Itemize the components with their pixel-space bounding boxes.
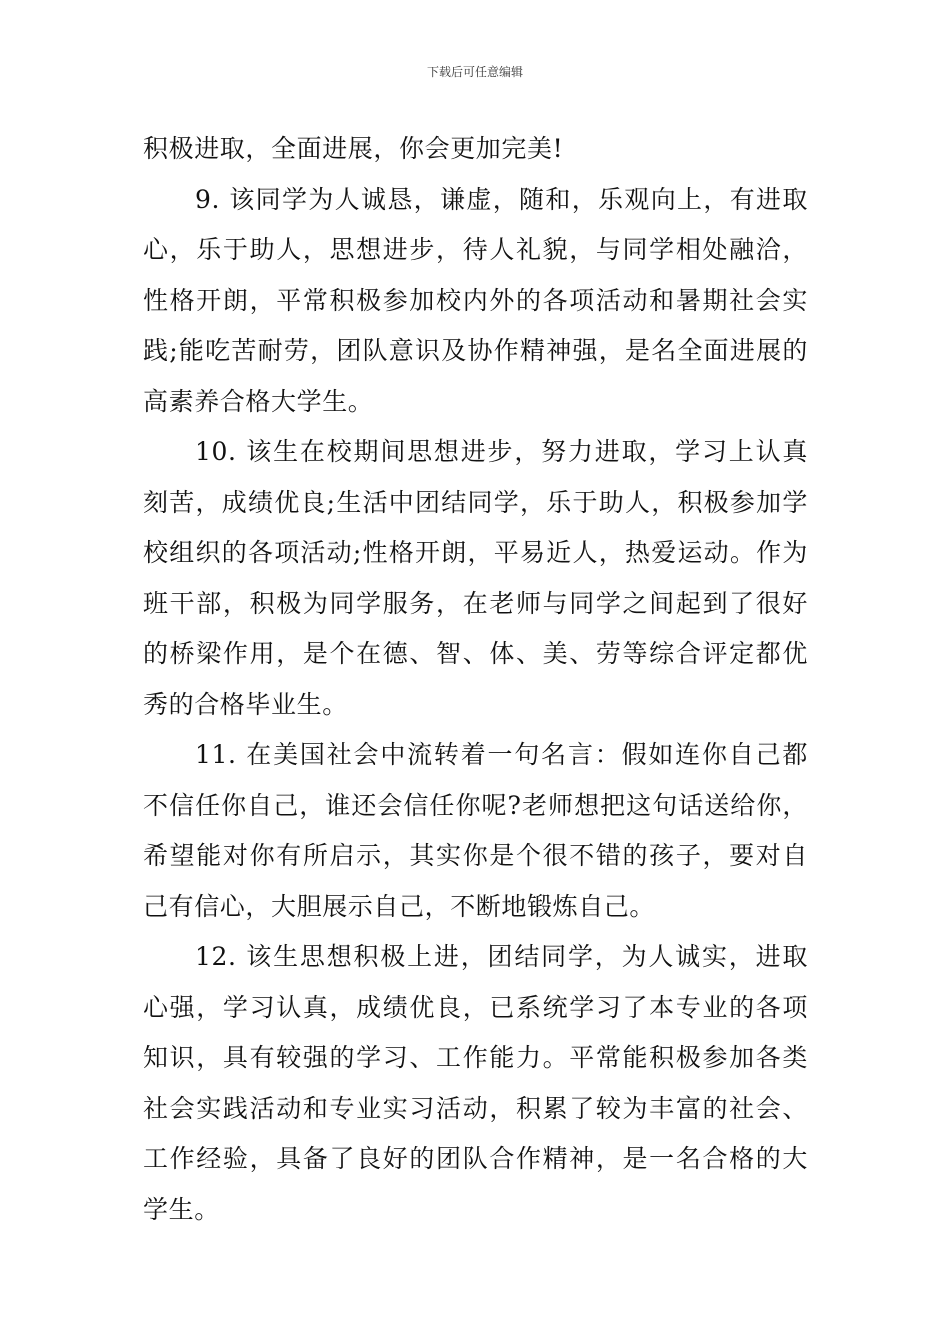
paragraph-item-12: 12. 该生思想积极上进，团结同学，为人诚实，进取心强，学习认真，成绩优良，已系统学习了本专业的各项知识，具有较强的学习、工作能力。平常能积极参加各类社会实践活动和专业实习活动，积累了较为丰富的社会、工作经验，具备了良好的团队合作精神，是一名合格的大学生。: [143, 942, 808, 1224]
paragraph-continuation: 积极进取，全面进展，你会更加完美!: [143, 134, 564, 163]
paragraph-item-11: 11. 在美国社会中流转着一句名言：假如连你自己都不信任你自己，谁还会信任你呢?老师想把这句话送给你，希望能对你有所启示，其实你是个很不错的孩子，要对自己有信心，大胆展示自己，不断地锻炼自己。: [143, 740, 808, 921]
paragraph-item-10: 10. 该生在校期间思想进步，努力进取，学习上认真刻苦，成绩优良;生活中团结同学，乐于助人，积极参加学校组织的各项活动;性格开朗，平易近人，热爱运动。作为班干部，积极为同学服务，在老师与同学之间起到了很好的桥梁作用，是个在德、智、体、美、劳等综合评定都优秀的合格毕业生。: [143, 437, 808, 719]
paragraph-item-9: 9. 该同学为人诚恳，谦虚，随和，乐观向上，有进取心，乐于助人，思想进步，待人礼貌，与同学相处融洽，性格开朗，平常积极参加校内外的各项活动和暑期社会实践;能吃苦耐劳，团队意识及协作精神强，是名全面进展的高素养合格大学生。: [143, 184, 808, 416]
document-body: [143, 124, 808, 1235]
page-header-note: 下载后可任意编辑: [426, 65, 523, 79]
